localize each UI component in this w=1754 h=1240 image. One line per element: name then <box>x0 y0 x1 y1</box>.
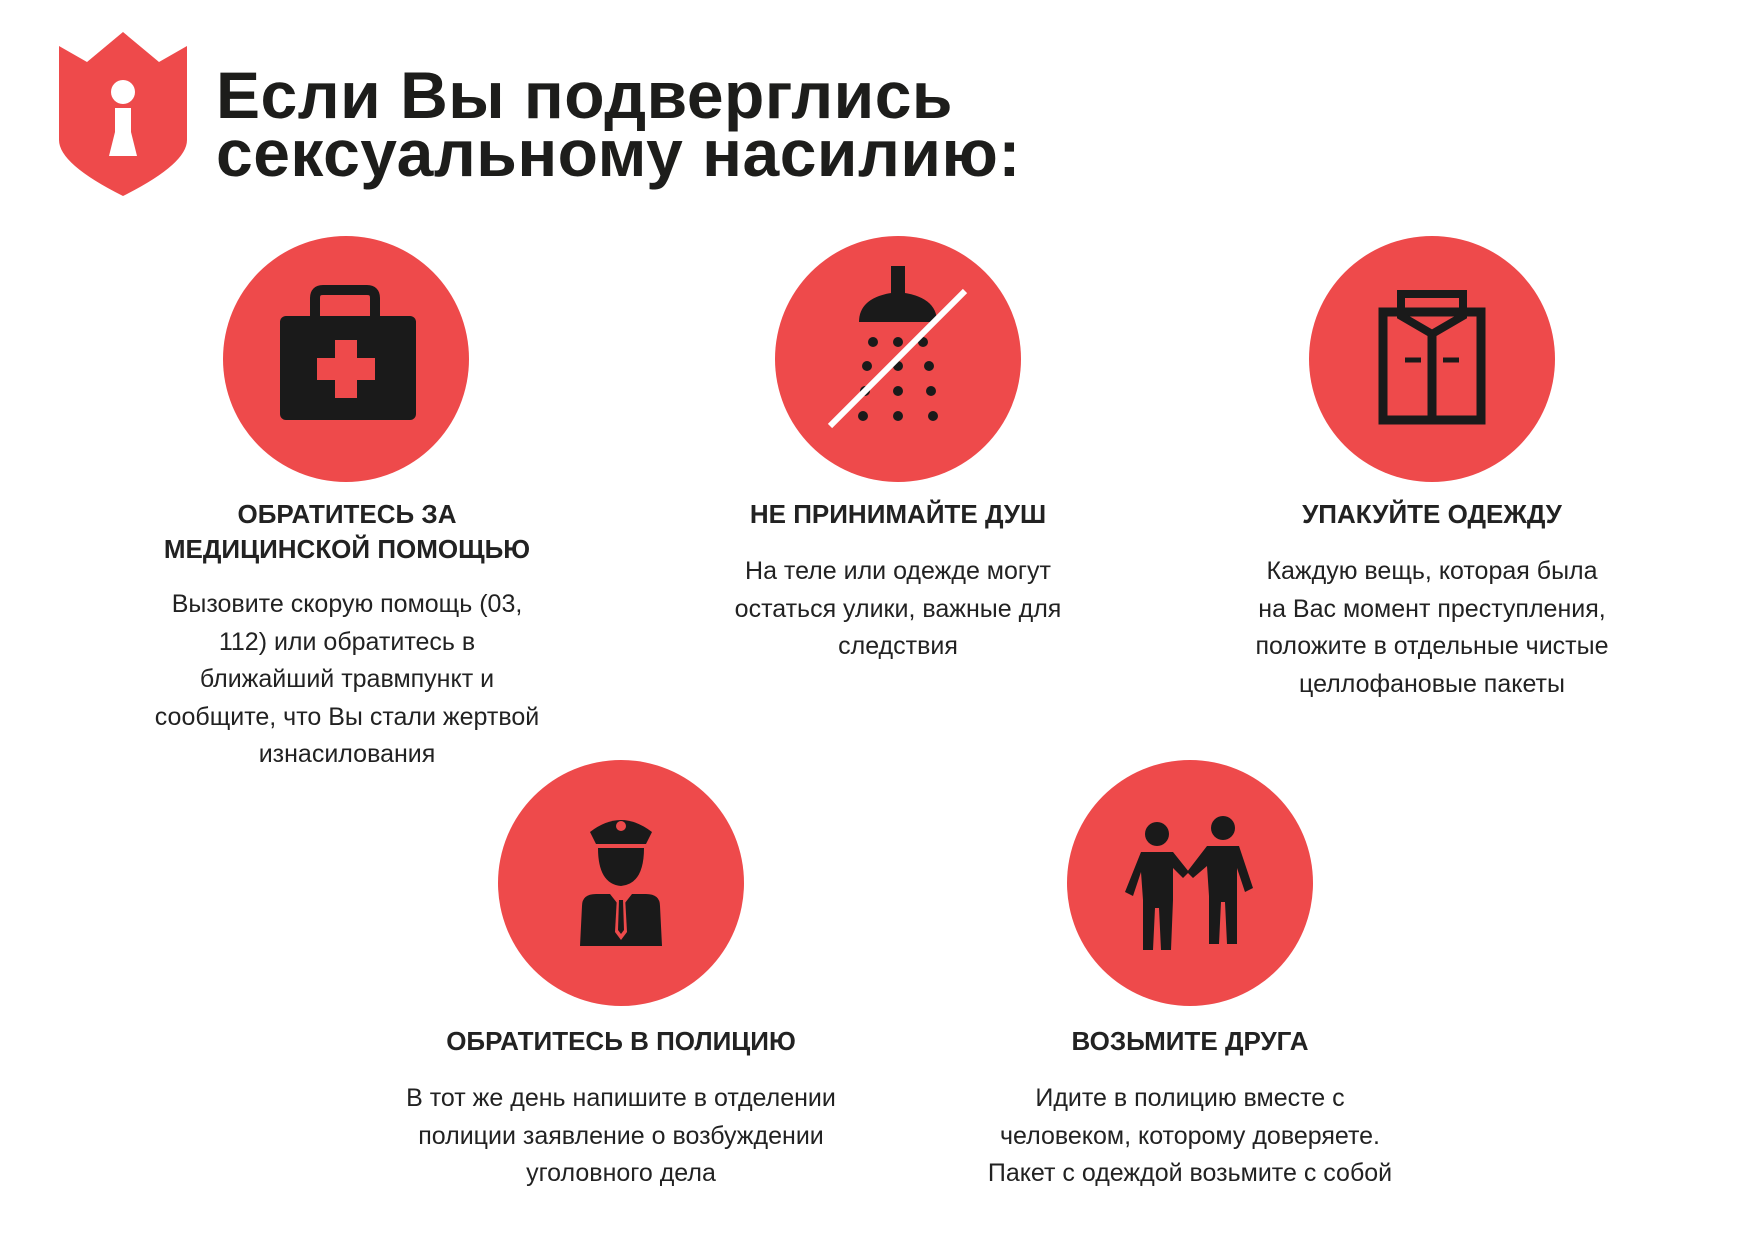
step-heading: НЕ ПРИНИМАЙТЕ ДУШ <box>749 499 1047 529</box>
first-aid-kit-icon <box>223 236 469 482</box>
step-description: Вызовите скорую помощь (03, 112) или обратитесь в ближайший травмпункт и сообщите, что Вы стали жертвой изнасилования <box>154 590 540 768</box>
step-heading: УПАКУЙТЕ ОДЕЖДУ <box>1302 499 1562 529</box>
step-heading: ОБРАТИТЕСЬ ЗА МЕДИЦИНСКОЙ ПОМОЩЬЮ <box>163 499 531 564</box>
step-description: Каждую вещь, которая была на Вас момент преступления, положите в отдельные чистые целлофановые пакеты <box>1255 557 1609 698</box>
no-shower-icon <box>775 236 1021 482</box>
step-description: Идите в полицию вместе с человеком, которому доверяете. Пакет с одеждой возьмите с собой <box>987 1084 1393 1187</box>
police-officer-icon <box>498 760 744 1006</box>
step-heading: ВОЗЬМИТЕ ДРУГА <box>1071 1026 1309 1056</box>
step-description: На теле или одежде могут остаться улики, важные для следствия <box>734 557 1062 660</box>
title-line-2: сексуальному насилию: <box>216 116 1021 190</box>
packed-clothes-icon <box>1309 236 1555 482</box>
title-line-1: Если Вы подверглись <box>216 58 953 132</box>
step-description: В тот же день напишите в отделении полиции заявление о возбуждении уголовного дела <box>406 1084 836 1187</box>
friends-handshake-icon <box>1067 760 1313 1006</box>
page-title <box>216 58 1021 190</box>
step-heading: ОБРАТИТЕСЬ В ПОЛИЦИЮ <box>446 1026 796 1056</box>
shield-logo-icon <box>59 32 187 196</box>
